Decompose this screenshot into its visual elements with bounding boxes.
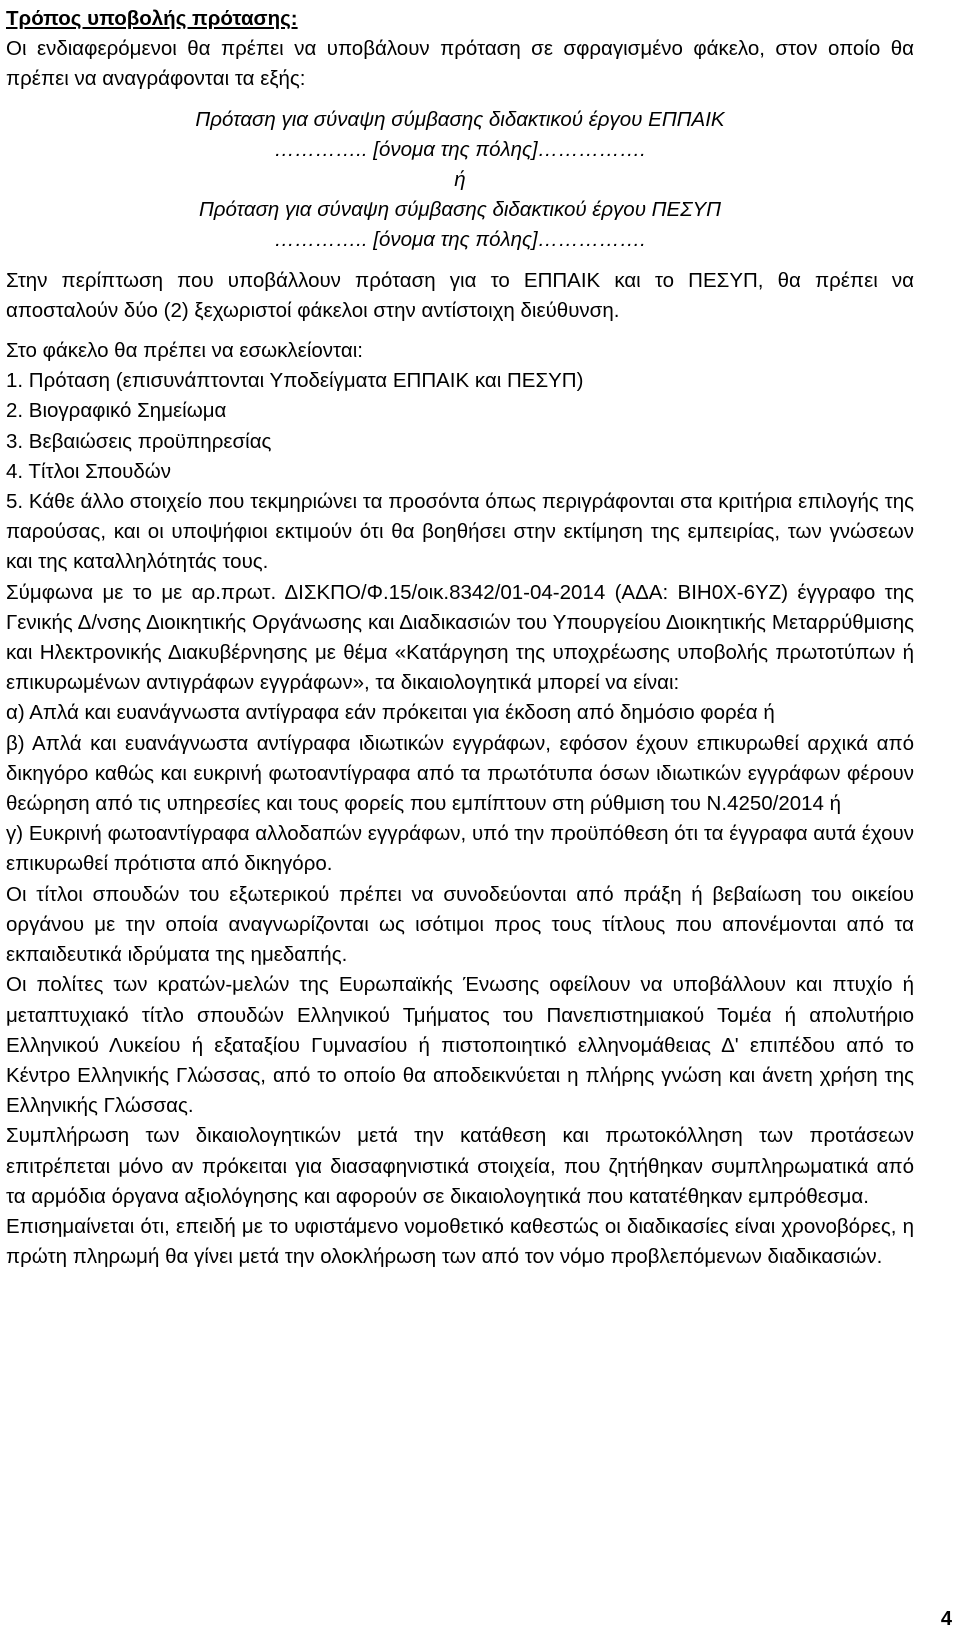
option-c: γ) Ευκρινή φωτοαντίγραφα αλλοδαπών εγγράφων, υπό την προϋπόθεση ότι τα έγγραφα αυτά έχουν επικυρωθεί πρότιστα από δικηγόρο. bbox=[6, 822, 914, 876]
envelope-line: Πρόταση για σύναψη σύμβασης διδακτικού έργου ΕΠΠΑΙΚ bbox=[195, 107, 725, 131]
spacer bbox=[6, 256, 914, 266]
contents-title: Στο φάκελο θα πρέπει να εσωκλείονται: bbox=[6, 339, 363, 363]
envelope-line: ………….. [όνομα της πόλης]……………. bbox=[274, 137, 646, 161]
spacer bbox=[6, 95, 914, 105]
note-paragraph: Επισημαίνεται ότι, επειδή με το υφιστάμενο νομοθετικό καθεστώς οι διαδικασίες είναι χρονοβόρες, η πρώτη πληρωμή θα γίνει μετά την ολοκλήρωση των από τον νόμο προβλεπόμενων διαδικασιών. bbox=[6, 1214, 914, 1269]
contents-item: 1. Πρόταση (επισυνάπτονται Υποδείγματα ΕΠΠΑΙΚ και ΠΕΣΥΠ) bbox=[6, 369, 584, 393]
spacer bbox=[6, 326, 914, 336]
envelope-line: ή bbox=[454, 168, 466, 192]
contents-item: 3. Βεβαιώσεις προϋπηρεσίας bbox=[6, 429, 272, 453]
eu-citizens-paragraph: Οι πολίτες των κρατών-μελών της Ευρωπαϊκής Ένωσης οφείλουν να υποβάλλουν και πτυχίο ή μεταπτυχιακό τίτλο σπουδών Ελληνικού Τμήματος του Πανεπιστημιακού Τομέα ή απολυτήριο Ελληνικού Λυκείου ή εξαταξίου Γυμνασίου ή πιστοποιητικό ελληνομάθειας Δ' επιπέδου από το Κέντρο Ελληνικής Γλώσσας, από το οποίο θα αποδεικνύεται η πλήρης γνώση και άνετη χρήση της Ελληνικής Γλώσσας. bbox=[6, 973, 914, 1118]
section-heading: Τρόπος υποβολής πρότασης: bbox=[6, 7, 298, 30]
page-number: 4 bbox=[940, 1608, 952, 1630]
envelope-line: Πρόταση για σύναψη σύμβασης διδακτικού έργου ΠΕΣΥΠ bbox=[198, 198, 722, 222]
intro-paragraph: Οι ενδιαφερόμενοι θα πρέπει να υποβάλουν πρόταση σε σφραγισμένο φάκελο, στον οποίο θα πρέπει να αναγράφονται τα εξής: bbox=[6, 37, 914, 91]
contents-item: 4. Τίτλοι Σπουδών bbox=[6, 459, 172, 483]
contents-item-5: 5. Κάθε άλλο στοιχείο που τεκμηριώνει τα προσόντα όπως περιγράφονται στα κριτήρια επιλογής της παρούσας, και οι υποψήφιοι εκτιμούν ότι θα βοηθήσει στην εκτίμηση της εμπειρίας, των γνώσεων και της καταλληλότητάς τους. bbox=[6, 490, 914, 574]
contents-item: 2. Βιογραφικό Σημείωμα bbox=[6, 399, 227, 423]
according-paragraph: Σύμφωνα με το με αρ.πρωτ. ΔΙΣΚΠΟ/Φ.15/οικ.8342/01-04-2014 (ΑΔΑ: ΒΙΗ0Χ-6ΥΖ) έγγραφο της Γενικής Δ/νσης Διοικητικής Οργάνωσης και Διαδικασιών του Υπουργείου Διοικητικής Μεταρρύθμισης και Ηλεκτρονικής Διακυβέρνησης με θέμα «Κατάργηση της υποχρέωσης υποβολής πρωτοτύπων ή επικυρωμένων αντιγράφων εγγράφων», τα δικαιολογητικά μπορεί να είναι: bbox=[6, 580, 914, 695]
envelope-label-block bbox=[6, 105, 914, 256]
completion-paragraph: Συμπλήρωση των δικαιολογητικών μετά την κατάθεση και πρωτοκόλληση των προτάσεων επιτρέπεται μόνο αν πρόκειται για διασαφηνιστικά στοιχεία, που ζητήθηκαν συμπληρωματικά από τα αρμόδια όργανα αξιολόγησης και αφορούν σε δικαιολογητικά που κατατέθηκαν εμπρόθεσμα. bbox=[6, 1124, 914, 1208]
two-envelopes-paragraph: Στην περίπτωση που υποβάλλουν πρόταση για το ΕΠΠΑΙΚ και το ΠΕΣΥΠ, θα πρέπει να αποσταλούν δύο (2) ξεχωριστοί φάκελοι στην αντίστοιχη διεύθυνση. bbox=[6, 268, 914, 322]
option-a: α) Απλά και ευανάγνωστα αντίγραφα εάν πρόκειται για έκδοση από δημόσιο φορέα ή bbox=[6, 701, 775, 725]
document-body bbox=[6, 4, 914, 1272]
option-b: β) Απλά και ευανάγνωστα αντίγραφα ιδιωτικών εγγράφων, εφόσον έχουν επικυρωθεί αρχικά από δικηγόρο καθώς και ευκρινή φωτοαντίγραφα από τα πρωτότυπα όσων ιδιωτικών εγγράφων φέρουν θεώρηση από τις υπηρεσίες και τους φορείς που εμπίπτουν στη ρύθμιση του Ν.4250/2014 ή bbox=[6, 731, 914, 816]
envelope-line: ………….. [όνομα της πόλης]……………. bbox=[274, 228, 646, 252]
foreign-titles-paragraph: Οι τίτλοι σπουδών του εξωτερικού πρέπει να συνοδεύονται από πράξη ή βεβαίωση του οικείου οργάνου με την οποία αναγνωρίζονται ως ισότιμοι προς τους τίτλους που απονέμονται από τα εκπαιδευτικά ιδρύματα της ημεδαπής. bbox=[6, 882, 914, 967]
